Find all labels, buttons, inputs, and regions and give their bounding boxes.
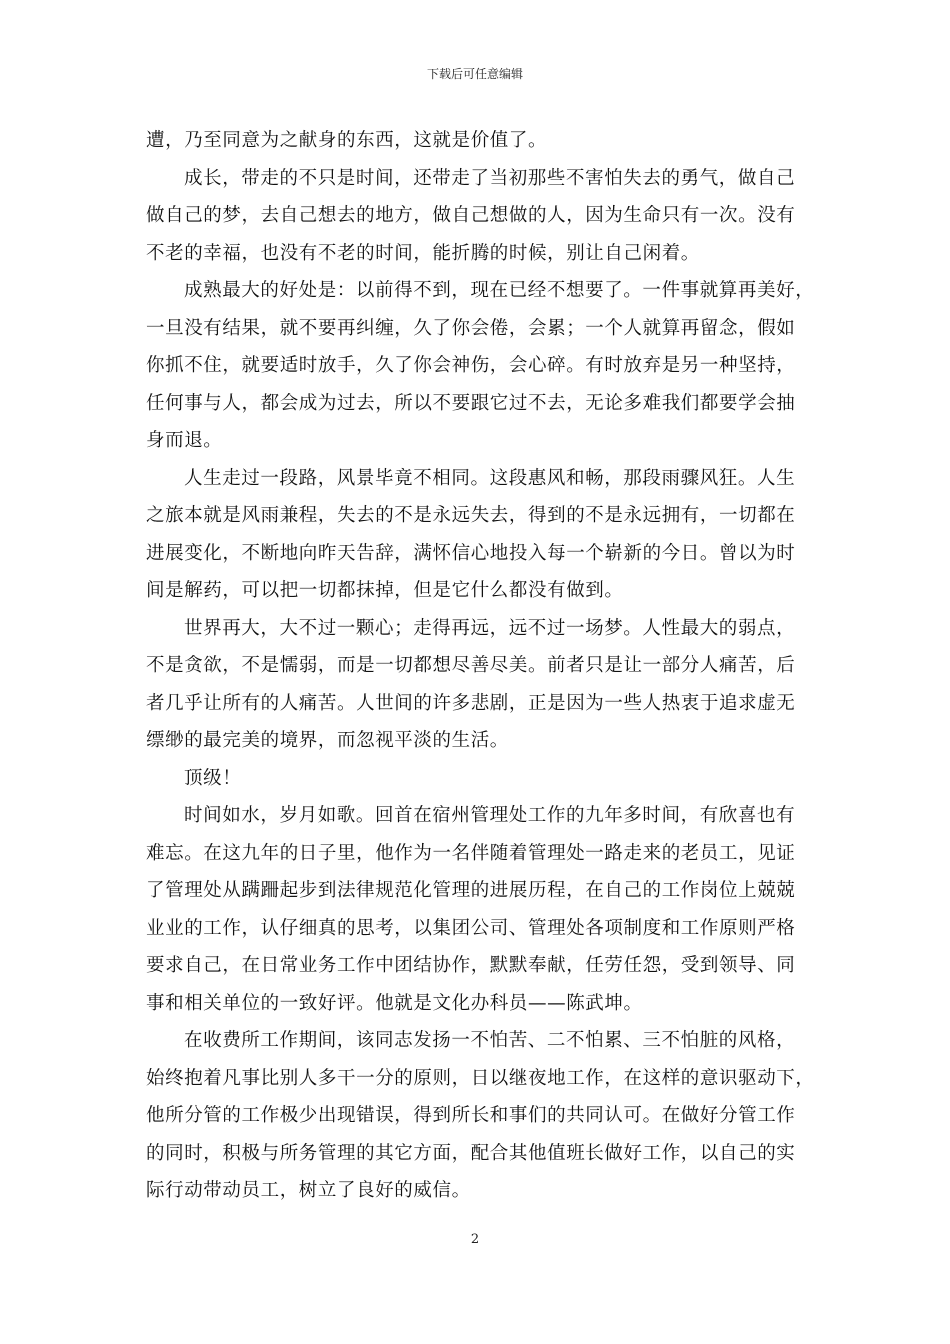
page-header: 下载后可任意编辑 [426, 67, 523, 81]
text-line: 缥缈的最完美的境界，而忽视平淡的生活。 [146, 730, 509, 751]
text-line: 者几乎让所有的人痛苦。人世间的许多悲剧，正是因为一些人热衷于追求虚无 [146, 692, 796, 714]
text-line: 时间如水，岁月如歌。回首在宿州管理处工作的九年多时间，有欣喜也有 [184, 805, 796, 826]
text-line: 间是解药，可以把一切都抹掉，但是它什么都没有做到。 [146, 580, 624, 601]
text-line: 在收费所工作期间，该同志发扬一不怕苦、二不怕累、三不怕脏的风格， [184, 1030, 796, 1051]
text-line: 身而退。 [146, 430, 223, 451]
text-line: 人生走过一段路，风景毕竟不相同。这段惠风和畅，那段雨骤风狂。人生 [184, 467, 796, 489]
text-line: 成熟最大的好处是：以前得不到，现在已经不想要了。一件事就算再美好， [184, 280, 815, 301]
text-line: 做自己的梦，去自己想去的地方，做自己想做的人，因为生命只有一次。没有 [146, 205, 796, 226]
text-line: 之旅本就是风雨兼程，失去的不是永远失去，得到的不是永远拥有，一切都在 [146, 505, 796, 526]
text-line: 他所分管的工作极少出现错误，得到所长和事们的共同认可。在做好分管工作 [146, 1105, 796, 1126]
text-line: 不是贪欲，不是懦弱，而是一切都想尽善尽美。前者只是让一部分人痛苦，后 [146, 655, 796, 676]
body-text [146, 122, 818, 1210]
text-line: 不老的幸福，也没有不老的时间，能折腾的时候，别让自己闲着。 [146, 242, 700, 264]
text-line: 难忘。在这九年的日子里，他作为一名伴随着管理处一路走来的老员工，见证 [146, 842, 796, 864]
text-line: 成长，带走的不只是时间，还带走了当初那些不害怕失去的勇气，做自己 [184, 167, 796, 189]
text-line: 任何事与人，都会成为过去，所以不要跟它过不去，无论多难我们都要学会抽 [146, 392, 796, 414]
text-line: 始终抱着凡事比别人多干一分的原则，日以继夜地工作，在这样的意识驱动下， [146, 1067, 815, 1089]
text-line: 顶级！ [184, 767, 242, 789]
text-line: 际行动带动员工，树立了良好的威信。 [146, 1180, 471, 1201]
text-line: 的同时，积极与所务管理的其它方面，配合其他值班长做好工作，以自己的实 [146, 1142, 796, 1164]
text-line: 你抓不住，就要适时放手，久了你会神伤，会心碎。有时放弃是另一种坚持， [146, 355, 796, 376]
text-line: 要求自己，在日常业务工作中团结协作，默默奉献，任劳任怨，受到领导、同 [146, 955, 796, 976]
page-number: 2 [470, 1232, 480, 1247]
text-line: 一旦没有结果，就不要再纠缠，久了你会倦，会累；一个人就算再留念，假如 [146, 317, 796, 339]
text-line: 业业的工作，认仔细真的思考，以集团公司、管理处各项制度和工作原则严格 [146, 917, 796, 939]
text-line: 进展变化，不断地向昨天告辞，满怀信心地投入每一个崭新的今日。曾以为时 [146, 542, 796, 564]
text-line: 了管理处从蹒跚起步到法律规范化管理的进展历程，在自己的工作岗位上兢兢 [146, 880, 796, 901]
text-line: 遭，乃至同意为之献身的东西，这就是价值了。 [146, 130, 548, 151]
text-line: 事和相关单位的一致好评。他就是文化办科员——陈武坤。 [146, 992, 643, 1014]
text-line: 世界再大，大不过一颗心；走得再远，远不过一场梦。人性最大的弱点， [184, 617, 796, 639]
